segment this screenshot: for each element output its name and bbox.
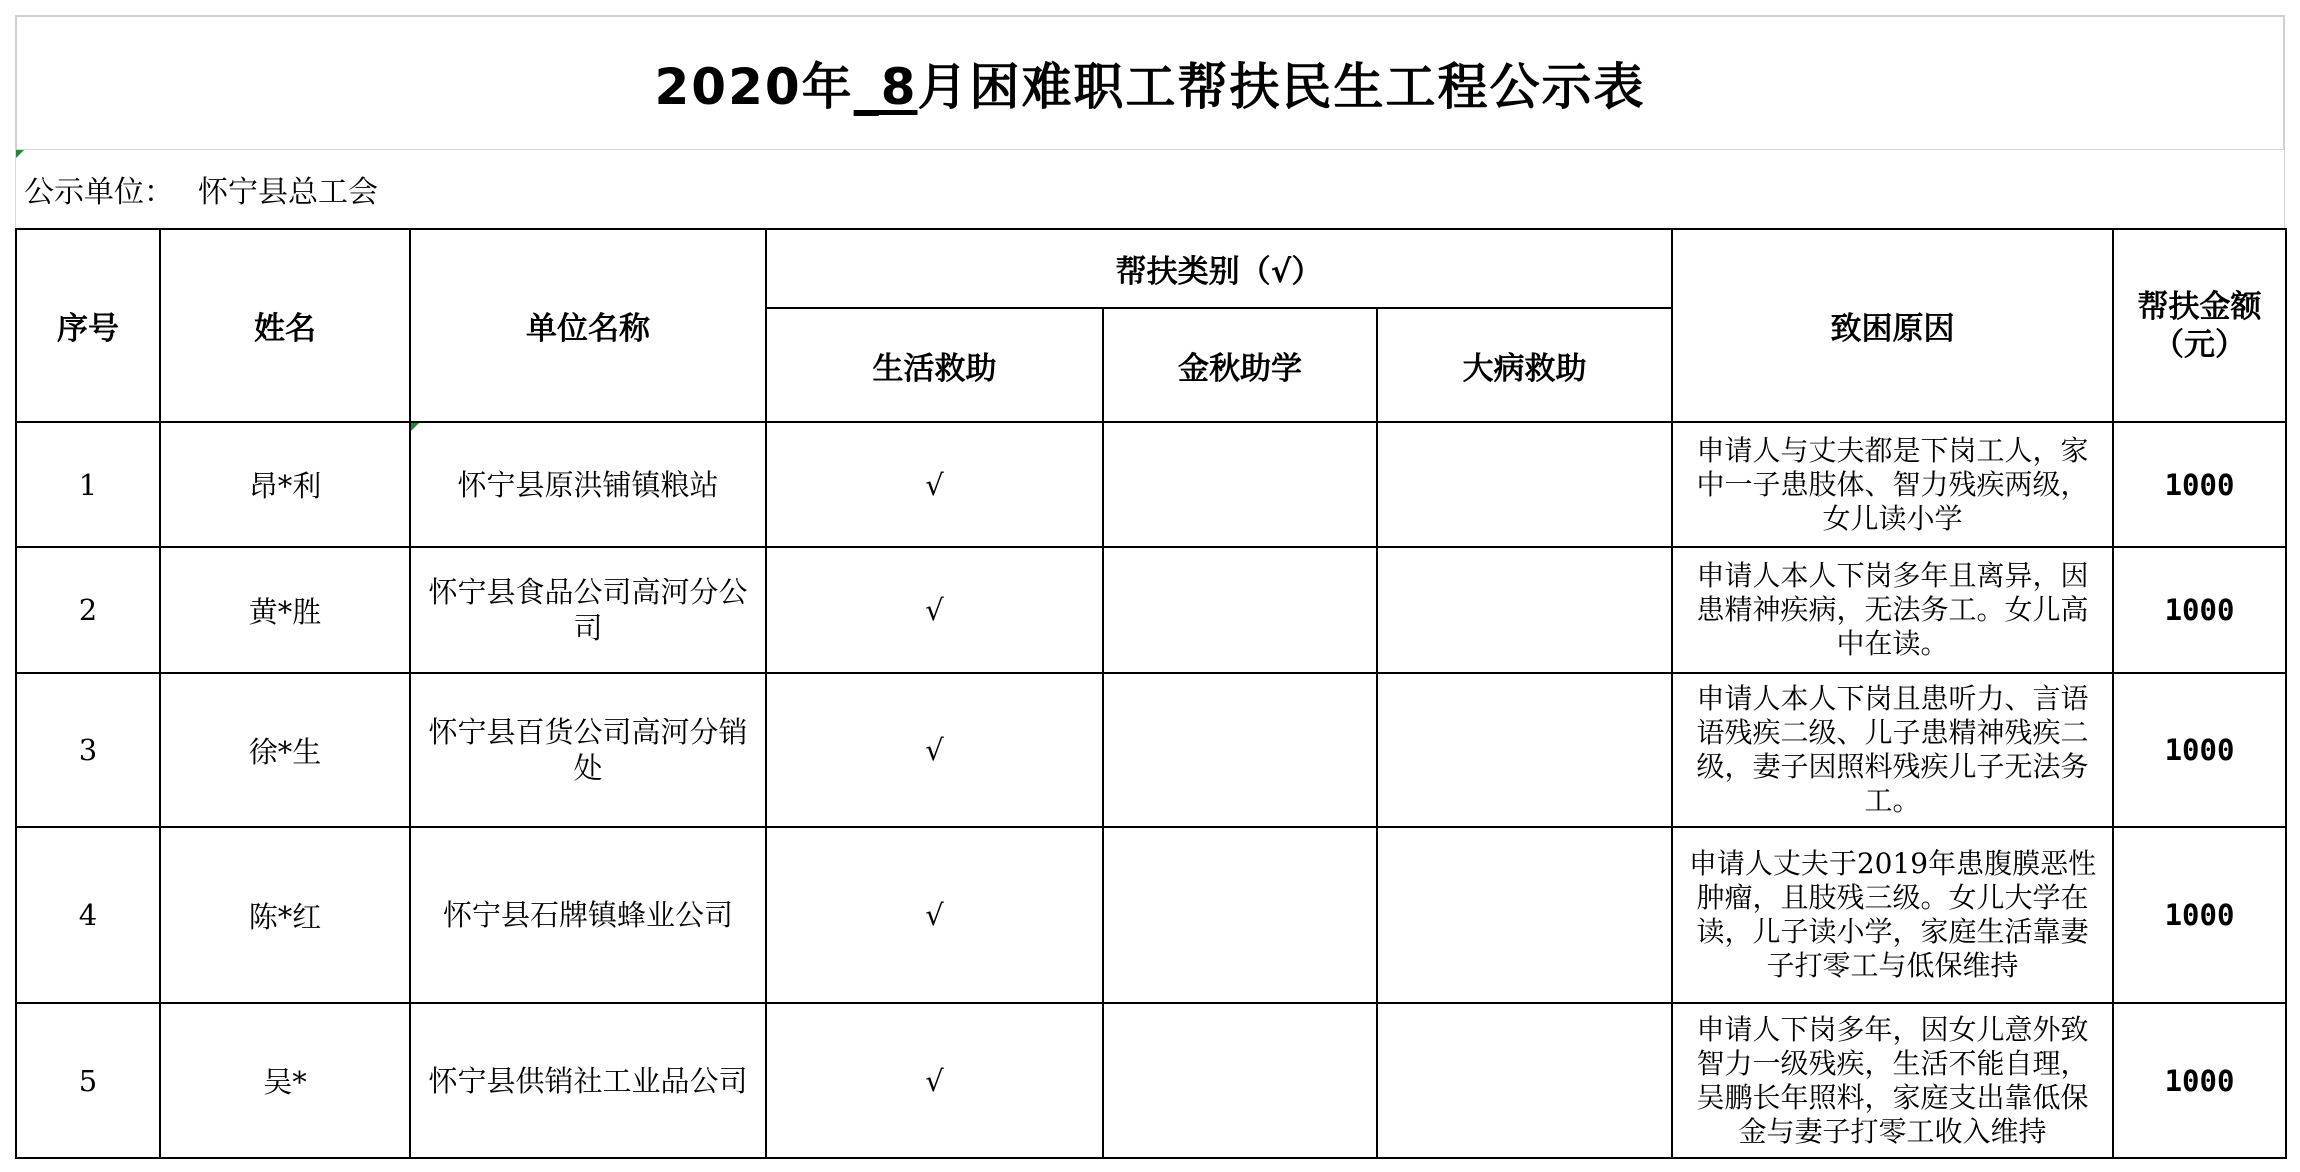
page-title — [655, 47, 1646, 119]
cell-unit: 怀宁县石牌镇蜂业公司 — [410, 827, 766, 1003]
title-suffix: 月困难职工帮扶民生工程公示表 — [917, 58, 1646, 116]
cell-illness-check — [1377, 1003, 1672, 1158]
header-education-aid: 金秋助学 — [1103, 308, 1377, 422]
cell-living-check: √ — [766, 673, 1103, 827]
cell-education-check — [1103, 673, 1377, 827]
cell-illness-check — [1377, 673, 1672, 827]
aid-table — [15, 228, 2287, 1159]
cell-amount: 1000 — [2113, 547, 2286, 673]
cell-reason: 申请人本人下岗且患听力、言语语残疾二级、儿子患精神残疾二级，妻子因照料残疾儿子无法务工。 — [1672, 673, 2113, 827]
cell-unit: 怀宁县百货公司高河分销处 — [410, 673, 766, 827]
table-row — [16, 1003, 2286, 1158]
cell-reason: 申请人与丈夫都是下岗工人，家中一子患肢体、智力残疾两级，女儿读小学 — [1672, 422, 2113, 547]
header-category: 帮扶类别（√） — [766, 229, 1672, 308]
cell-seq: 3 — [16, 673, 160, 827]
table-row — [16, 827, 2286, 1003]
cell-unit-text: 怀宁县原洪铺镇粮站 — [457, 467, 719, 502]
cell-seq: 5 — [16, 1003, 160, 1158]
cell-illness-check — [1377, 827, 1672, 1003]
spreadsheet — [15, 15, 2285, 1159]
cell-living-check: √ — [766, 827, 1103, 1003]
header-amount: 帮扶金额（元） — [2113, 229, 2286, 422]
header-seq: 序号 — [16, 229, 160, 422]
cell-comment-marker — [411, 423, 419, 431]
cell-amount: 1000 — [2113, 422, 2286, 547]
cell-amount: 1000 — [2113, 1003, 2286, 1158]
table-row — [16, 547, 2286, 673]
cell-education-check — [1103, 827, 1377, 1003]
publishing-unit-label: 公示单位： — [24, 175, 174, 210]
cell-education-check — [1103, 547, 1377, 673]
cell-name: 黄*胜 — [160, 547, 410, 673]
title-prefix: 2020年 — [654, 58, 854, 116]
cell-education-check — [1103, 1003, 1377, 1158]
cell-name: 吴* — [160, 1003, 410, 1158]
cell-reason: 申请人本人下岗多年且离异，因患精神疾病，无法务工。女儿高中在读。 — [1672, 547, 2113, 673]
cell-illness-check — [1377, 547, 1672, 673]
cell-reason: 申请人下岗多年，因女儿意外致智力一级残疾，生活不能自理，吴鹏长年照料，家庭支出靠低保金与妻子打零工收入维持 — [1672, 1003, 2113, 1158]
cell-education-check — [1103, 422, 1377, 547]
header-reason: 致困原因 — [1672, 229, 2113, 422]
cell-seq: 2 — [16, 547, 160, 673]
cell-seq: 4 — [16, 827, 160, 1003]
cell-unit: 怀宁县食品公司高河分公司 — [410, 547, 766, 673]
cell-unit: 怀宁县供销社工业品公司 — [410, 1003, 766, 1158]
cell-unit — [410, 422, 766, 547]
header-living-aid: 生活救助 — [766, 308, 1103, 422]
cell-name: 陈*红 — [160, 827, 410, 1003]
publishing-unit-row — [15, 150, 2285, 228]
publishing-unit-value: 怀宁县总工会 — [198, 175, 378, 210]
cell-living-check: √ — [766, 547, 1103, 673]
header-illness-aid: 大病救助 — [1377, 308, 1672, 422]
header-unit-name: 单位名称 — [410, 229, 766, 422]
cell-reason: 申请人丈夫于2019年患腹膜恶性肿瘤，且肢残三级。女儿大学在读，儿子读小学，家庭生活靠妻子打零工与低保维持 — [1672, 827, 2113, 1003]
cell-name: 昂*利 — [160, 422, 410, 547]
cell-amount: 1000 — [2113, 673, 2286, 827]
cell-seq: 1 — [16, 422, 160, 547]
cell-comment-marker — [16, 150, 24, 158]
table-row — [16, 673, 2286, 827]
table-row — [16, 422, 2286, 547]
cell-name: 徐*生 — [160, 673, 410, 827]
title-month: _8 — [853, 58, 918, 116]
header-name: 姓名 — [160, 229, 410, 422]
cell-illness-check — [1377, 422, 1672, 547]
title-row — [15, 15, 2285, 150]
cell-living-check: √ — [766, 422, 1103, 547]
cell-amount: 1000 — [2113, 827, 2286, 1003]
cell-living-check: √ — [766, 1003, 1103, 1158]
